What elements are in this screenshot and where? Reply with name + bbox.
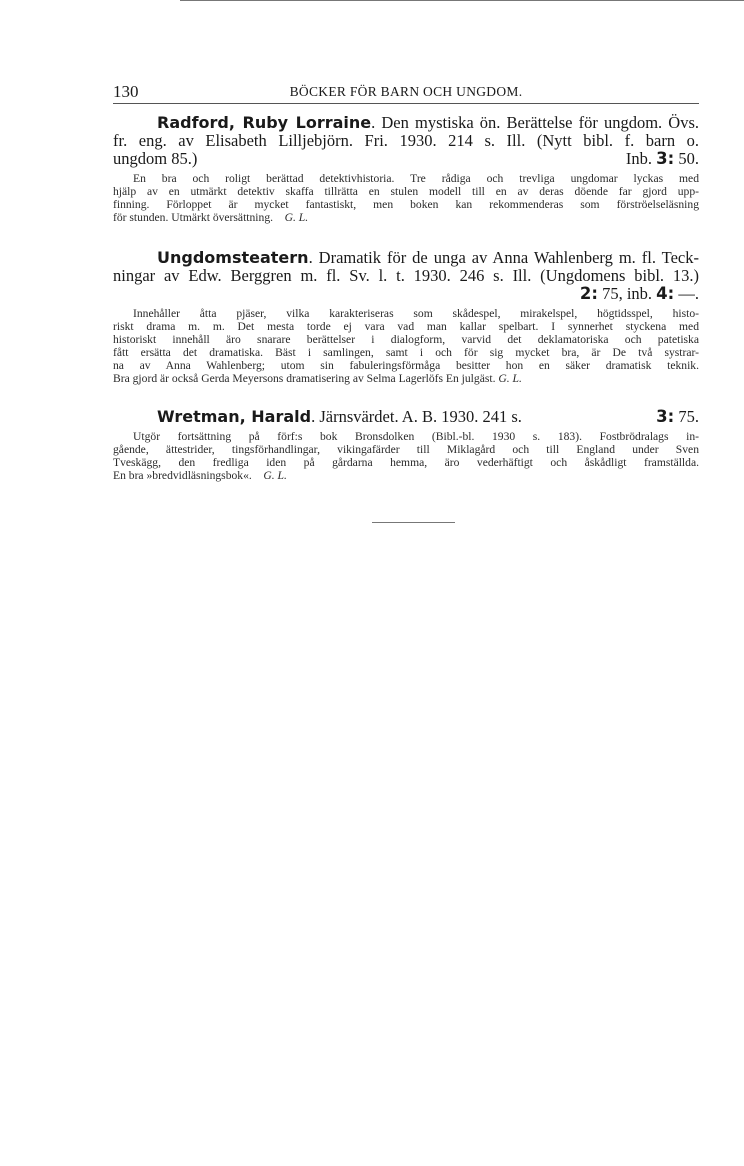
entry-text: ningar av Edw. Berggren m. fl. Sv. l. t. 1930. 246 s. Ill. (Ungdomens bibl. 13.) <box>113 266 699 285</box>
note-line: gående, ättestrider, tingsförhandlingar, vikingafärder till Miklagård och till England under Sven <box>113 443 699 456</box>
note-line: Innehåller åtta pjäser, vilka karakteriseras som skådespel, mirakelspel, högtidsspel, histo- <box>133 307 699 320</box>
entry-text: . Den mystiska ön. Berättelse för ungdom. Övs. <box>371 113 699 132</box>
entry-author: Wretman, Harald <box>157 407 312 426</box>
entry-author: Ungdomsteatern <box>157 248 309 267</box>
scan-border <box>180 0 744 1</box>
entry-text: fr. eng. av Elisabeth Lilljebjörn. Fri. 1930. 214 s. Ill. (Nytt bibl. f. barn o. <box>113 131 699 150</box>
note-line: En bra »bredvidläsningsbok«. G. L. <box>113 469 287 482</box>
note-line: En bra och roligt berättad detektivhistoria. Tre rådiga och trevliga ungdomar lyckas med <box>133 172 699 185</box>
page-number: 130 <box>113 82 139 101</box>
entry-text: ungdom 85.) <box>113 149 198 168</box>
note-line: Utgör fortsättning på förf:s bok Bronsdolken (Bibl.-bl. 1930 s. 183). Fostbrödralags in- <box>133 430 699 443</box>
note-line: hjälp av en utmärkt detektiv skaffa tillrätta en stulen modell till en av deras döende far gjord upp- <box>113 185 699 198</box>
entry-radford-line <box>113 114 699 132</box>
entry-text: . Järnsvärdet. A. B. 1930. 241 s. <box>311 407 522 426</box>
note-line: Tveskägg, den fredliga iden på gårdarna hemma, äro vederhäftigt och åskådligt framställda. <box>113 456 699 469</box>
running-title: BÖCKER FÖR BARN OCH UNGDOM. <box>289 84 523 99</box>
signature: G. L. <box>263 469 287 482</box>
header-rule <box>113 103 699 104</box>
entry-author: Radford, Ruby Lorraine <box>157 113 372 132</box>
price: 3: 75. <box>656 407 699 426</box>
end-rule <box>372 522 455 523</box>
price: 2: 75, inb. 4: —. <box>579 284 699 303</box>
note-line: na av Anna Wahlenberg; utom sin fabuleringsförmåga besitter hon en säker dramatisk teknik. <box>113 359 699 372</box>
entry-ungdomsteatern-line <box>113 249 699 267</box>
note-line: fått ersätta det dramatiska. Bäst i samlingen, samt i och för sig mycket bra, är De två systrar- <box>113 346 699 359</box>
entry-text: . Dramatik för de unga av Anna Wahlenberg m. fl. Teck- <box>308 248 699 267</box>
note-line: för stunden. Utmärkt översättning. G. L. <box>113 211 309 224</box>
signature: G. L. <box>284 211 309 224</box>
note-line: historiskt innehåll äro snarare berättelser i dialogform, varvid det deklamatoriska och patetiska <box>113 333 699 346</box>
note-line: finning. Förloppet är mycket fantastiskt, men boken kan rekommenderas som förströelseläsning <box>113 198 699 211</box>
price: Inb. 3: 50. <box>625 149 699 168</box>
entry-wretman-line <box>113 408 699 426</box>
note-line: Bra gjord är också Gerda Meyersons dramatisering av Selma Lagerlöfs En julgäst. G. L. <box>113 372 522 385</box>
note-line: riskt drama m. m. Det mesta torde ej vara vad man kallar spelbart. I synnerhet styckena med <box>113 320 699 333</box>
signature: G. L. <box>498 372 522 385</box>
entry-radford-line <box>113 150 699 168</box>
